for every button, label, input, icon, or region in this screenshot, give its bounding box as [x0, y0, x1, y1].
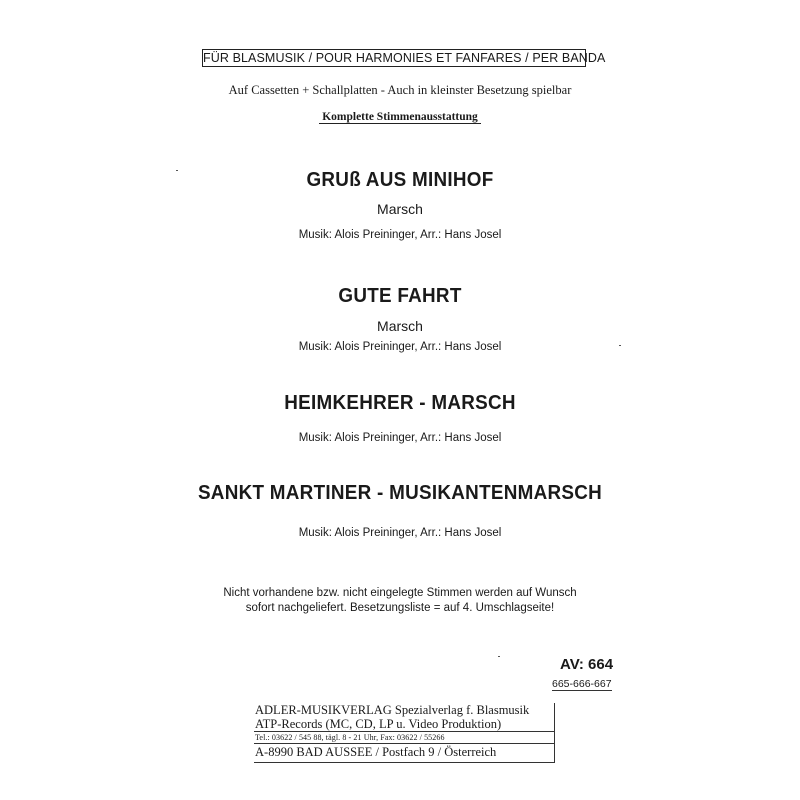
piece-title-2: GUTE FAHRT — [338, 284, 462, 307]
publisher-line-4: A-8990 BAD AUSSEE / Postfach 9 / Österreich — [255, 745, 497, 759]
piece-credit-3: Musik: Alois Preininger, Arr.: Hans Josel — [298, 432, 502, 444]
catalog-code: AV: 664 — [560, 656, 614, 673]
publisher-line-3: Tel.: 03622 / 545 88, tägl. 8 - 21 Uhr, Fax: 03622 / 55266 — [255, 733, 445, 742]
scan-speck — [498, 656, 500, 657]
availability-note-line-2: sofort nachgeliefert. Besetzungsliste = auf 4. Umschlagseite! — [245, 602, 555, 614]
header-banner: FÜR BLASMUSIK / POUR HARMONIES ET FANFARES / PER BANDA — [203, 51, 606, 65]
publisher-line-2: ATP-Records (MC, CD, LP u. Video Produktion) — [255, 717, 502, 731]
publisher-divider-2 — [254, 743, 554, 744]
subtitle: Auf Cassetten + Schallplatten - Auch in kleinster Besetzung spielbar — [228, 83, 572, 97]
complete-parts-text: Komplette Stimmenausstattung — [319, 111, 481, 124]
publisher-divider-1 — [254, 731, 554, 732]
complete-parts-label — [0, 111, 800, 123]
availability-note — [0, 586, 800, 616]
publisher-line-1: ADLER-MUSIKVERLAG Spezialverlag f. Blasmusik — [255, 703, 530, 717]
availability-note-line-1: Nicht vorhandene bzw. nicht eingelegte Stimmen werden auf Wunsch — [223, 587, 577, 599]
catalog-related-numbers: 665-666-667 — [552, 678, 612, 690]
piece-title-3: HEIMKEHRER - MARSCH — [284, 391, 516, 414]
scan-speck — [619, 345, 621, 346]
publisher-divider-3 — [254, 762, 554, 763]
publisher-block-edge — [554, 703, 555, 763]
piece-credit-1: Musik: Alois Preininger, Arr.: Hans Josel — [298, 229, 502, 241]
piece-genre-1: Marsch — [377, 201, 423, 217]
piece-title-1: GRUß AUS MINIHOF — [306, 168, 494, 191]
piece-credit-2: Musik: Alois Preininger, Arr.: Hans Josel — [298, 341, 502, 353]
scan-speck — [176, 170, 178, 171]
piece-genre-2: Marsch — [377, 318, 423, 334]
piece-title-4: SANKT MARTINER - MUSIKANTENMARSCH — [197, 481, 603, 504]
piece-credit-4: Musik: Alois Preininger, Arr.: Hans Josel — [298, 527, 502, 539]
